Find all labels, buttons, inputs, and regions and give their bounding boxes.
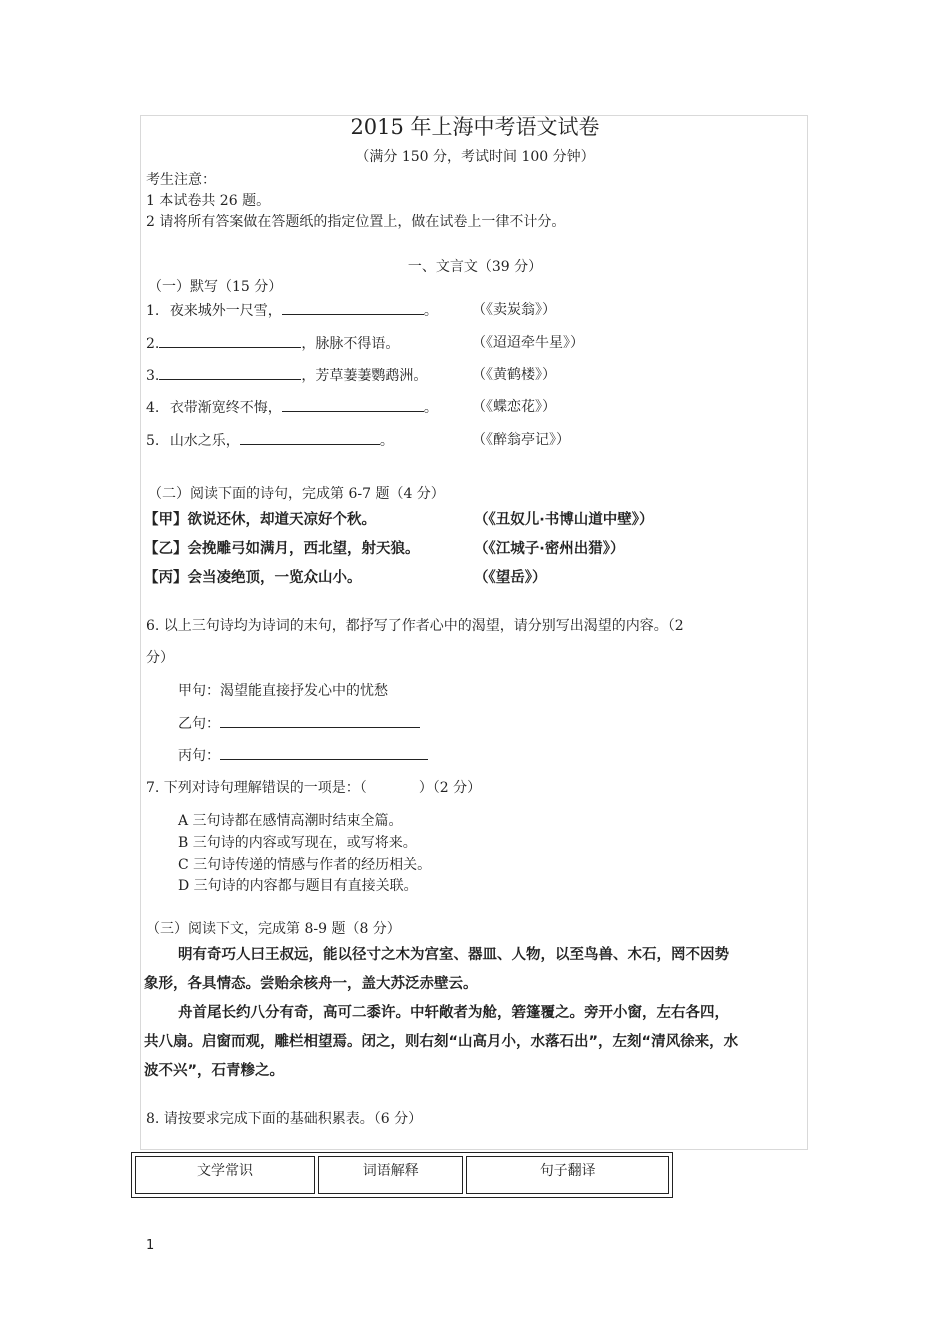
q4-blank[interactable] xyxy=(282,398,424,412)
exam-subtitle: （满分 150 分，考试时间 100 分钟） xyxy=(355,149,595,165)
q6-stem: 6. 以上三句诗均为诗词的末句，都抒写了作者心中的渴望，请分别写出渴望的内容。（2 xyxy=(146,618,684,634)
q6-bing-blank[interactable] xyxy=(220,746,428,760)
q5-number: 5. xyxy=(146,433,160,449)
q6-stem-cont: 分） xyxy=(146,650,174,666)
q3-blank[interactable] xyxy=(159,366,301,380)
passage-para2-line3: 波不兴”，石青糁之。 xyxy=(144,1063,285,1079)
q3-line xyxy=(146,366,427,385)
q2-source: （《迢迢牵牛星》） xyxy=(472,335,584,351)
notice-item-1: 1 本试卷共 26 题。 xyxy=(146,193,271,209)
q1-before: 夜来城外一尺雪， xyxy=(169,303,282,319)
notice-heading: 考生注意： xyxy=(146,172,216,188)
table-header-sentence-translation[interactable]: 句子翻译 xyxy=(466,1156,669,1194)
q5-source: （《醉翁亭记》） xyxy=(472,432,570,448)
passage-para1-line1: 明有奇巧人曰王叔远，能以径寸之木为宫室、器皿、人物，以至鸟兽、木石，罔不因势 xyxy=(178,947,729,963)
notice-item-2: 2 请将所有答案做在答题纸的指定位置上，做在试卷上一律不计分。 xyxy=(146,214,566,230)
table-row xyxy=(135,1156,669,1194)
q5-blank[interactable] xyxy=(240,431,380,445)
q2-blank[interactable] xyxy=(159,334,301,348)
q2-line xyxy=(146,334,399,353)
q1-after: 。 xyxy=(423,303,438,319)
q4-line xyxy=(146,398,438,417)
q7-stem xyxy=(146,779,481,797)
q2-after: ，脉脉不得语。 xyxy=(301,336,400,352)
poem-jia-source: （《丑奴儿·书博山道中壁》） xyxy=(474,512,654,528)
poem-yi-source: （《江城子·密州出猎》） xyxy=(474,541,625,557)
q7-stem-end: ）（2 分） xyxy=(418,780,482,796)
q2-number: 2. xyxy=(146,336,160,352)
q3-after: ，芳草萋萋鹦鹉洲。 xyxy=(301,368,428,384)
q8-stem: 8. 请按要求完成下面的基础积累表。（6 分） xyxy=(146,1111,423,1127)
q6-answer-jia: 甲句：渴望能直接抒发心中的忧愁 xyxy=(178,683,388,699)
q1-line xyxy=(146,301,438,320)
q8-answer-table xyxy=(131,1152,673,1198)
q4-number: 4. xyxy=(146,400,160,416)
q1-blank[interactable] xyxy=(282,301,424,315)
poem-yi: 【乙】会挽雕弓如满月，西北望，射天狼。 xyxy=(144,541,420,557)
q4-source: （《蝶恋花》） xyxy=(472,399,556,415)
exam-title: 2015 年上海中考语文试卷 xyxy=(350,115,600,139)
q1-source: （《卖炭翁》） xyxy=(472,302,556,318)
page-number: 1 xyxy=(146,1238,155,1253)
q5-after: 。 xyxy=(379,433,394,449)
section1-heading: 一、文言文（39 分） xyxy=(407,259,543,275)
q7-option-d: D 三句诗的内容都与题目有直接关联。 xyxy=(178,878,418,894)
q6-answer-bing xyxy=(178,746,428,765)
q5-line xyxy=(146,431,394,450)
table-header-literature[interactable]: 文学常识 xyxy=(135,1156,315,1194)
q3-number: 3. xyxy=(146,368,160,384)
poem-jia: 【甲】欲说还休，却道天凉好个秋。 xyxy=(144,512,376,528)
table-header-word-explanation[interactable]: 词语解释 xyxy=(318,1156,463,1194)
part2-heading: （二）阅读下面的诗句，完成第 6-7 题（4 分） xyxy=(148,486,445,502)
q7-option-c: C 三句诗传递的情感与作者的经历相关。 xyxy=(178,857,432,873)
q7-option-a: A 三句诗都在感情高潮时结束全篇。 xyxy=(178,813,403,829)
q6-yi-label: 乙句： xyxy=(178,716,220,732)
q1-number: 1. xyxy=(146,303,160,319)
q3-source: （《黄鹤楼》） xyxy=(472,367,556,383)
q6-answer-yi xyxy=(178,714,420,733)
q7-stem-text: 7. 下列对诗句理解错误的一项是：（ xyxy=(146,780,367,796)
passage-para2-line2: 共八扇。启窗而观，雕栏相望焉。闭之，则右刻“山高月小，水落石出”，左刻“清风徐来，水 xyxy=(144,1034,739,1050)
q6-bing-label: 丙句： xyxy=(178,748,220,764)
poem-bing-source: （《望岳》） xyxy=(474,570,547,586)
poem-bing: 【丙】会当凌绝顶，一览众山小。 xyxy=(144,570,362,586)
q5-before: 山水之乐， xyxy=(169,433,240,449)
part1-heading: （一）默写（15 分） xyxy=(148,279,283,295)
part3-heading: （三）阅读下文，完成第 8-9 题（8 分） xyxy=(146,921,401,937)
q7-option-b: B 三句诗的内容或写现在，或写将来。 xyxy=(178,835,417,851)
q4-after: 。 xyxy=(423,400,438,416)
q6-yi-blank[interactable] xyxy=(220,714,420,728)
passage-para1-line2: 象形，各具情态。尝贻余核舟一，盖大苏泛赤壁云。 xyxy=(144,976,478,992)
q4-before: 衣带渐宽终不悔， xyxy=(169,400,282,416)
passage-para2-line1: 舟首尾长约八分有奇，高可二黍许。中轩敞者为舱，箬篷覆之。旁开小窗，左右各四， xyxy=(178,1005,729,1021)
